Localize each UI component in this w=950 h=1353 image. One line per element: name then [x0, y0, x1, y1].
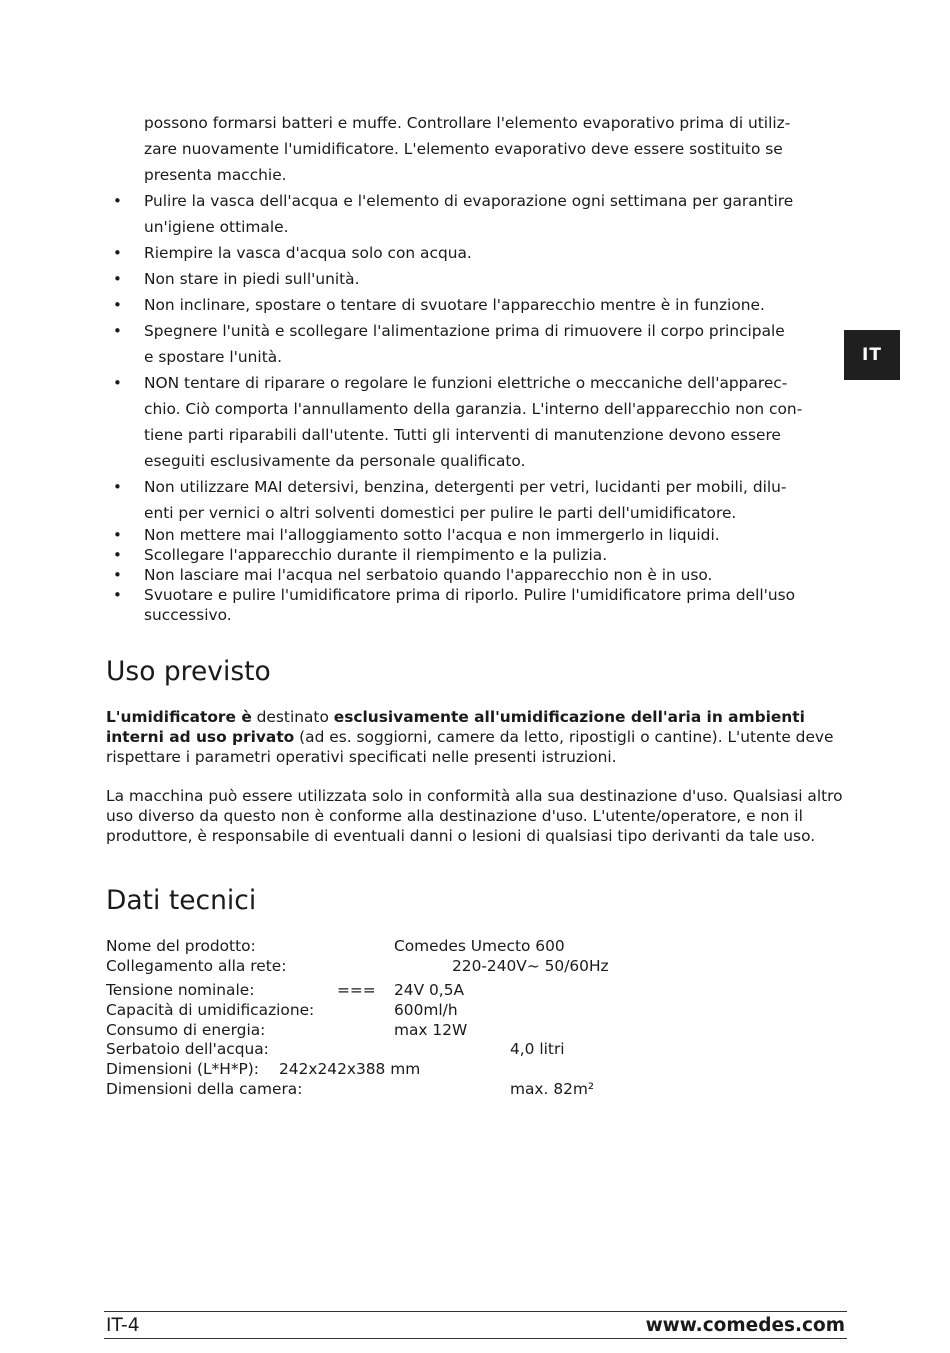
- bullet-icon: •: [113, 374, 122, 392]
- spec-value: 220-240V~ 50/60Hz: [452, 957, 609, 975]
- continuation-line: zare nuovamente l'umidificatore. L'elemento evaporativo deve essere sostituito se: [144, 140, 783, 158]
- spec-value: 4,0 litri: [510, 1040, 565, 1058]
- bullet-text-line: chio. Ciò comporta l'annullamento della garanzia. L'interno dell'apparecchio non con-: [144, 400, 803, 418]
- spec-label: Capacità di umidificazione:: [106, 1001, 315, 1019]
- spec-label: Consumo di energia:: [106, 1021, 266, 1039]
- dc-symbol: ===: [337, 981, 376, 999]
- usage-liability-paragraph: La macchina può essere utilizzata solo in conformità alla sua destinazione d'uso. Qualsiasi altro uso diverso da questo non è conforme alla destinazione d'uso. L'utente/operatore, e non il produttore, è responsabile di eventuali danni o lesioni di qualsiasi tipo derivanti da tale uso.: [106, 787, 843, 845]
- bullet-icon: •: [113, 586, 122, 604]
- section-heading-uso-previsto: Uso previsto: [106, 656, 271, 687]
- bullet-icon: •: [113, 296, 122, 314]
- bullet-text-line: Non mettere mai l'alloggiamento sotto l'acqua e non immergerlo in liquidi.: [144, 526, 720, 544]
- text: destinato: [251, 708, 334, 726]
- bullet-text-line: e spostare l'unità.: [144, 348, 283, 366]
- bullet-text-line: Scollegare l'apparecchio durante il riempimento e la pulizia.: [144, 546, 608, 564]
- bullet-text-line: enti per vernici o altri solventi domestici per pulire le parti dell'umidificatore.: [144, 504, 737, 522]
- bullet-icon: •: [113, 546, 122, 564]
- spec-value: 242x242x388 mm: [279, 1060, 421, 1078]
- spec-label: Serbatoio dell'acqua:: [106, 1040, 269, 1058]
- spec-value: 600ml/h: [394, 1001, 458, 1019]
- bullet-text-line: Svuotare e pulire l'umidificatore prima di riporlo. Pulire l'umidificatore prima dell'uso: [144, 586, 796, 604]
- bullet-icon: •: [113, 244, 122, 262]
- bullet-text-line: Non stare in piedi sull'unità.: [144, 270, 360, 288]
- bullet-text-line: Non utilizzare MAI detersivi, benzina, detergenti per vetri, lucidanti per mobili, dilu-: [144, 478, 787, 496]
- intended-use-paragraph: [106, 708, 851, 767]
- bullet-text-line: Riempire la vasca d'acqua solo con acqua.: [144, 244, 472, 262]
- continuation-line: possono formarsi batteri e muffe. Controllare l'elemento evaporativo prima di utiliz-: [144, 114, 791, 132]
- page-number: IT-4: [106, 1315, 140, 1336]
- bullet-icon: •: [113, 566, 122, 584]
- bullet-text-line: tiene parti riparabili dall'utente. Tutti gli interventi di manutenzione devono essere: [144, 426, 781, 444]
- website-url: www.comedes.com: [645, 1315, 845, 1336]
- bullet-text-line: Non inclinare, spostare o tentare di svuotare l'apparecchio mentre è in funzione.: [144, 296, 765, 314]
- spec-label: Dimensioni (L*H*P):: [106, 1060, 259, 1078]
- bullet-text-line: Spegnere l'unità e scollegare l'alimentazione prima di rimuovere il corpo principale: [144, 322, 785, 340]
- spec-label: Dimensioni della camera:: [106, 1080, 303, 1098]
- bullet-text-line: un'igiene ottimale.: [144, 218, 289, 236]
- spec-value: Comedes Umecto 600: [394, 937, 565, 955]
- language-tab-it: IT: [844, 330, 900, 380]
- bullet-icon: •: [113, 478, 122, 496]
- footer-top-rule: [104, 1311, 847, 1312]
- spec-label: Tensione nominale:: [106, 981, 255, 999]
- spec-label: Collegamento alla rete:: [106, 957, 287, 975]
- bullet-icon: •: [113, 192, 122, 210]
- spec-value: 24V 0,5A: [394, 981, 465, 999]
- bold-text: esclusivamente all'umidificazione dell'aria in ambienti interni ad uso privato: [106, 708, 805, 746]
- section-heading-dati-tecnici: Dati tecnici: [106, 885, 257, 916]
- spec-value: max 12W: [394, 1021, 468, 1039]
- bullet-text-line: Non lasciare mai l'acqua nel serbatoio quando l'apparecchio non è in uso.: [144, 566, 713, 584]
- bullet-icon: •: [113, 526, 122, 544]
- bullet-text-line: Pulire la vasca dell'acqua e l'elemento di evaporazione ogni settimana per garantire: [144, 192, 794, 210]
- bullet-icon: •: [113, 322, 122, 340]
- bullet-text-line: successivo.: [144, 606, 232, 624]
- bullet-icon: •: [113, 270, 122, 288]
- text: (ad es. soggiorni, camere da letto, ripostigli o cantine). L'utente deve rispettare i parametri operativi specificati nelle presenti istruzioni.: [106, 727, 834, 766]
- bullet-text-line: NON tentare di riparare o regolare le funzioni elettriche o meccaniche dell'apparec-: [144, 374, 788, 392]
- spec-label: Nome del prodotto:: [106, 937, 256, 955]
- spec-value: max. 82m²: [510, 1080, 595, 1098]
- continuation-line: presenta macchie.: [144, 166, 287, 184]
- bold-text: L'umidificatore è: [106, 708, 252, 726]
- footer-bottom-rule: [104, 1338, 847, 1339]
- bullet-text-line: eseguiti esclusivamente da personale qualificato.: [144, 452, 526, 470]
